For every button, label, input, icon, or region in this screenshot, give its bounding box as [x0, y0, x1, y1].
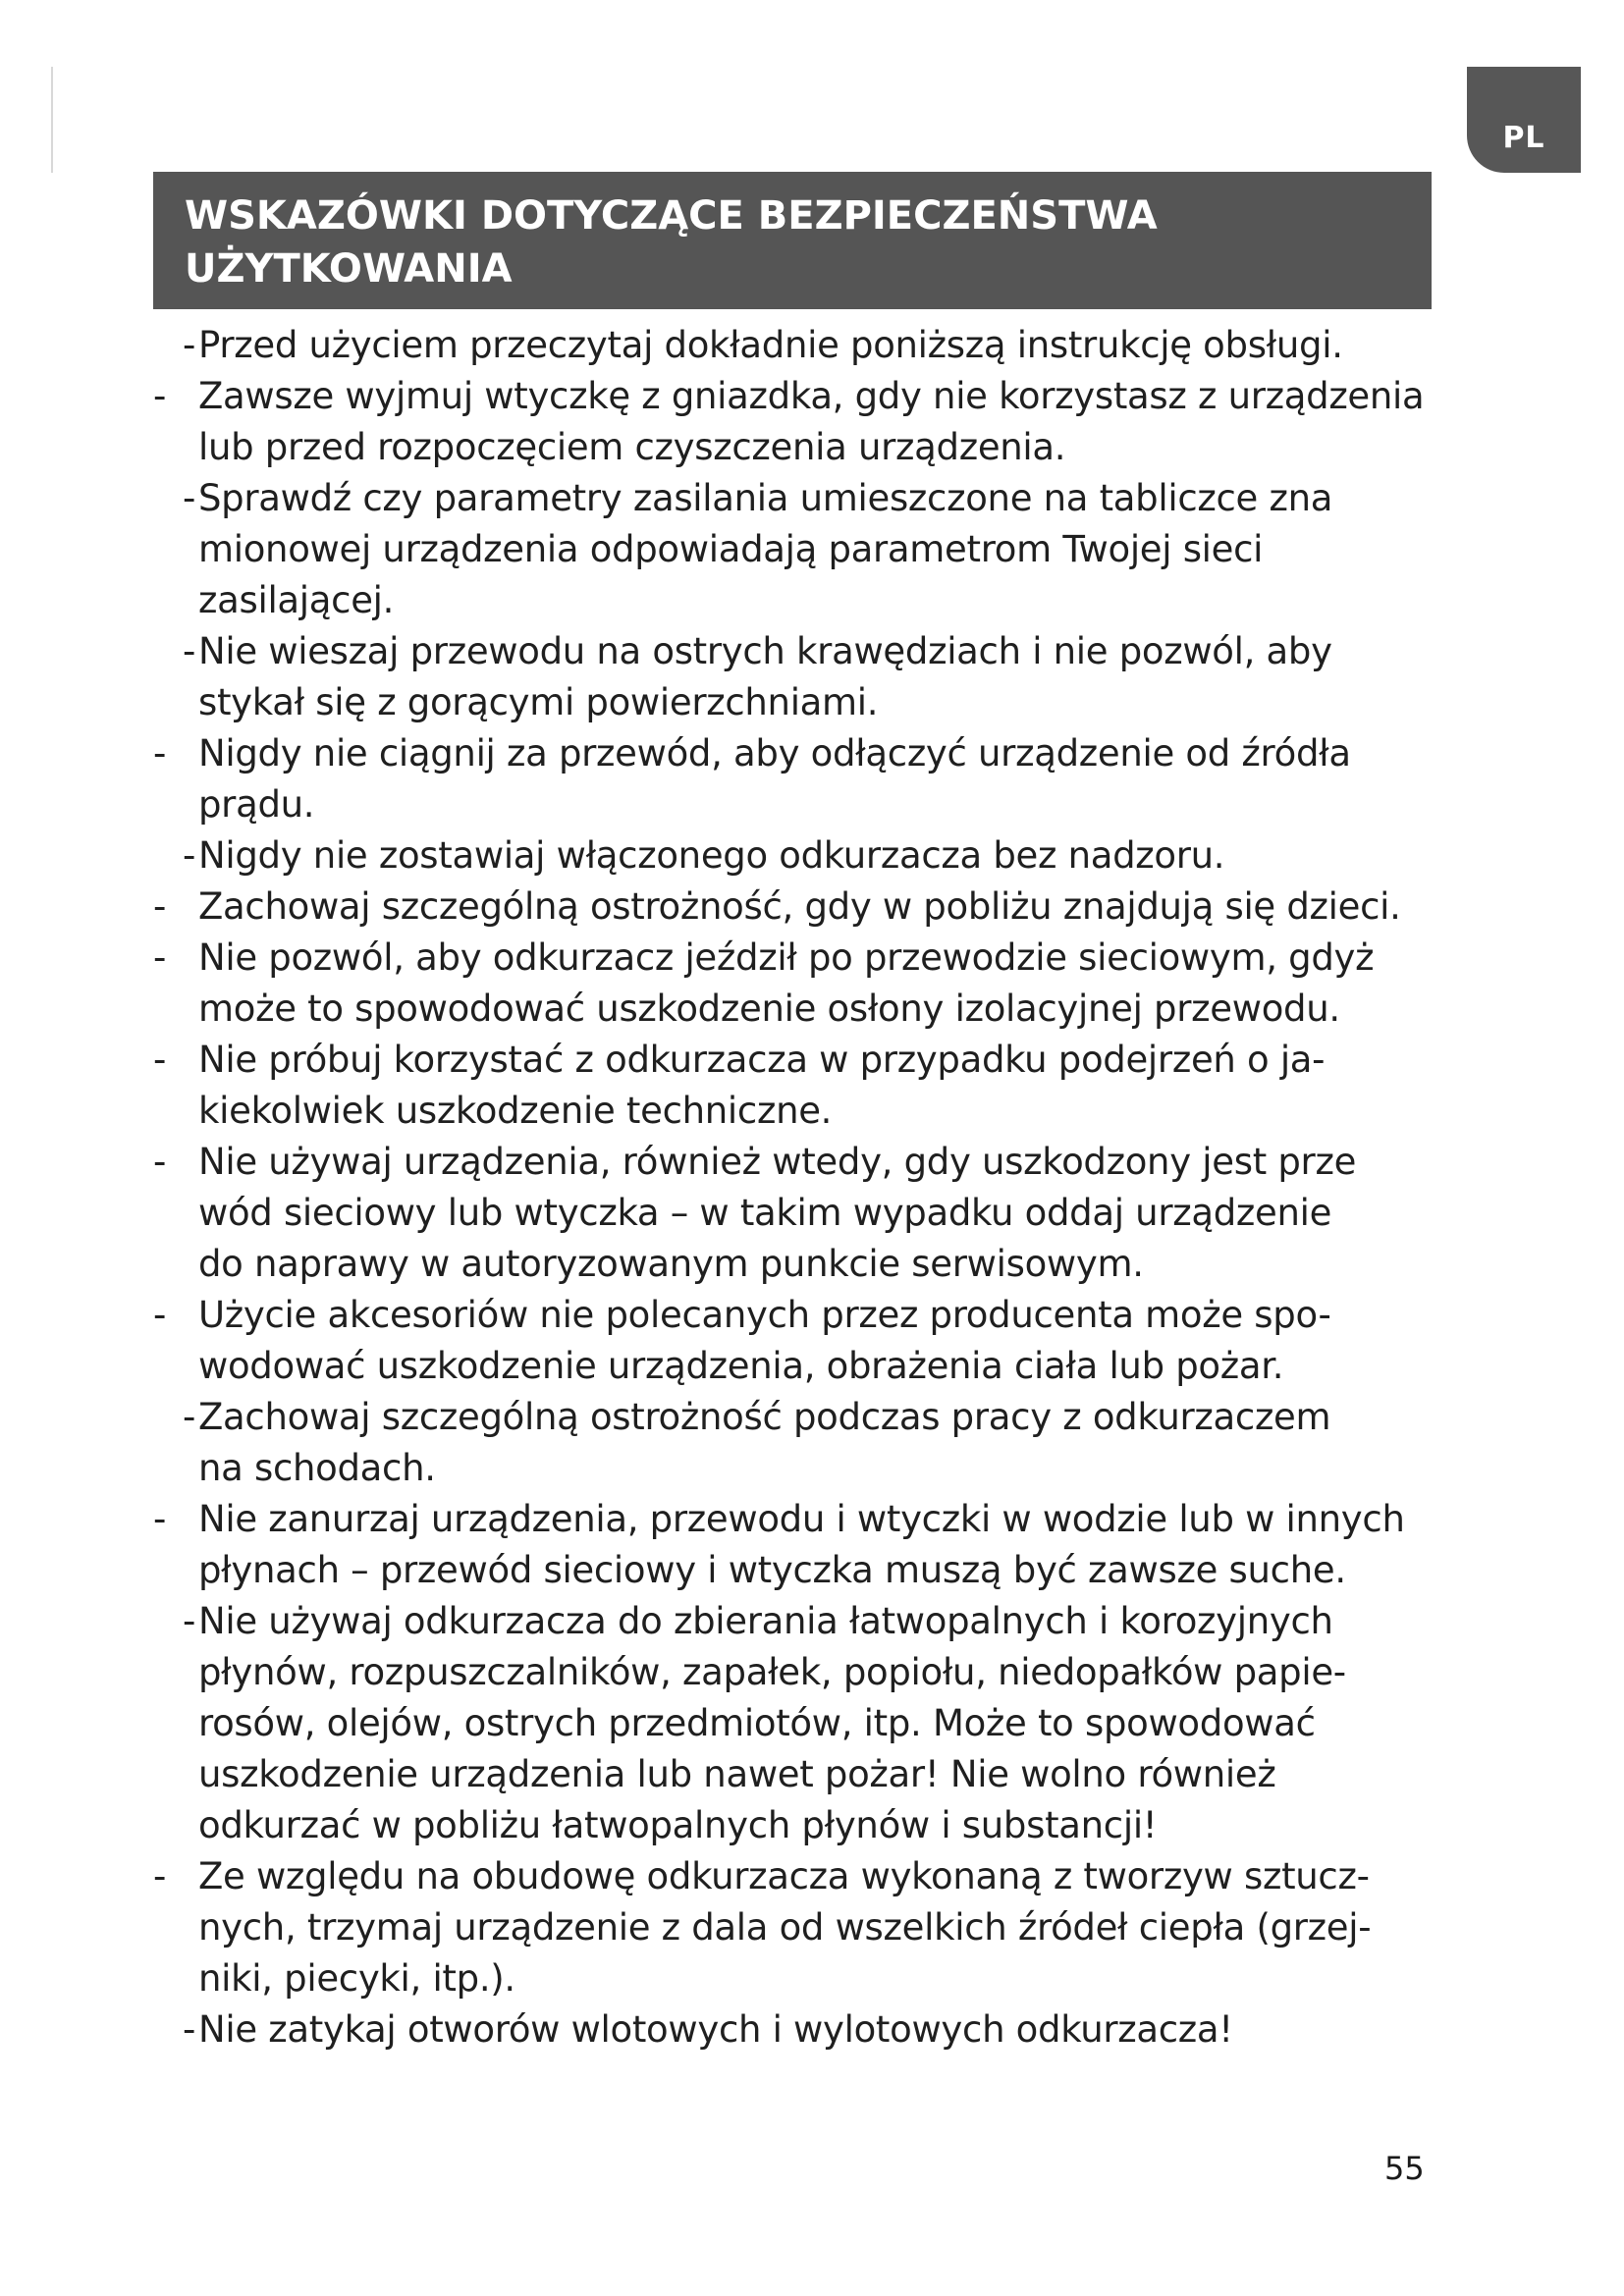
list-item-line: Nie próbuj korzystać z odkurzacza w przypadku podejrzeń o ja- — [198, 1039, 1326, 1081]
list-item-line: Zachowaj szczególną ostrożność podczas pracy z odkurzaczem — [198, 1396, 1331, 1438]
bullet-dash: - — [153, 1039, 167, 1081]
page-number: 55 — [1384, 2150, 1425, 2187]
list-item-line: nych, trzymaj urządzenie z dala od wszelkich źródeł ciepła (grzej- — [198, 1906, 1372, 1949]
margin-rule — [51, 67, 53, 173]
list-item-line: zasilającej. — [198, 579, 395, 621]
list-item-line: Nie wieszaj przewodu na ostrych krawędziach i nie pozwól, aby — [198, 630, 1332, 672]
bullet-dash: - — [183, 1396, 196, 1438]
language-tab — [1467, 67, 1581, 173]
list-item-line: Nie używaj urządzenia, również wtedy, gdy uszkodzony jest prze — [198, 1141, 1357, 1183]
list-item-line: na schodach. — [198, 1447, 436, 1489]
list-item-line: do naprawy w autoryzowanym punkcie serwisowym. — [198, 1243, 1144, 1285]
list-item — [153, 1290, 1479, 1392]
bullet-dash: - — [183, 834, 196, 877]
list-item — [153, 830, 1479, 881]
list-item-line: Sprawdź czy parametry zasilania umieszczone na tabliczce zna — [198, 477, 1333, 519]
list-item — [153, 1494, 1479, 1596]
list-item — [153, 1851, 1479, 2004]
list-item-line: wód sieciowy lub wtyczka – w takim wypadku oddaj urządzenie — [198, 1192, 1332, 1234]
list-item — [153, 933, 1479, 1035]
list-item-line: płynów, rozpuszczalników, zapałek, popiołu, niedopałków papie- — [198, 1651, 1346, 1693]
bullet-dash: - — [153, 936, 167, 979]
list-item — [153, 473, 1479, 626]
list-item-line: Nie zanurzaj urządzenia, przewodu i wtyczki w wodzie lub w innych — [198, 1498, 1405, 1540]
bullet-dash: - — [183, 1600, 196, 1642]
list-item-line: Użycie akcesoriów nie polecanych przez producenta może spo- — [198, 1294, 1331, 1336]
bullet-dash: - — [183, 630, 196, 672]
list-item-line: może to spowodować uszkodzenie osłony izolacyjnej przewodu. — [198, 988, 1340, 1030]
list-item — [153, 2004, 1479, 2056]
list-item-line: uszkodzenie urządzenia lub nawet pożar! Nie wolno również — [198, 1753, 1276, 1795]
language-tab-label: PL — [1502, 120, 1545, 155]
list-item — [153, 1035, 1479, 1137]
section-heading-line-2: UŻYTKOWANIA — [185, 246, 513, 292]
list-item-line: wodować uszkodzenie urządzenia, obrażenia ciała lub pożar. — [198, 1345, 1284, 1387]
list-item — [153, 1392, 1479, 1494]
list-item — [153, 728, 1479, 830]
list-item-line: Zachowaj szczególną ostrożność, gdy w pobliżu znajdują się dzieci. — [198, 885, 1401, 928]
list-item — [153, 626, 1479, 728]
section-heading-line-1: WSKAZÓWKI DOTYCZĄCE BEZPIECZEŃSTWA — [185, 193, 1158, 239]
list-item-line: prądu. — [198, 783, 315, 826]
list-item-line: kiekolwiek uszkodzenie techniczne. — [198, 1090, 833, 1132]
list-item-line: Nie pozwól, aby odkurzacz jeździł po przewodzie sieciowym, gdyż — [198, 936, 1375, 979]
list-item-line: rosów, olejów, ostrych przedmiotów, itp. Może to spowodować — [198, 1702, 1316, 1744]
list-item-line: Przed użyciem przeczytaj dokładnie poniższą instrukcję obsługi. — [198, 324, 1343, 366]
bullet-dash: - — [153, 1294, 167, 1336]
bullet-dash: - — [183, 324, 196, 366]
list-item — [153, 1596, 1479, 1851]
bullet-dash: - — [183, 477, 196, 519]
list-item-line: mionowej urządzenia odpowiadają parametrom Twojej sieci — [198, 528, 1264, 570]
list-item — [153, 371, 1479, 473]
list-item-line: Nie używaj odkurzacza do zbierania łatwopalnych i korozyjnych — [198, 1600, 1333, 1642]
list-item-line: Zawsze wyjmuj wtyczkę z gniazdka, gdy nie korzystasz z urządzenia — [198, 375, 1425, 417]
bullet-dash: - — [153, 1855, 167, 1897]
list-item-line: Nigdy nie zostawiaj włączonego odkurzacza bez nadzoru. — [198, 834, 1225, 877]
list-item-line: płynach – przewód sieciowy i wtyczka muszą być zawsze suche. — [198, 1549, 1346, 1591]
list-item-line: Nigdy nie ciągnij za przewód, aby odłączyć urządzenie od źródła — [198, 732, 1351, 774]
list-item — [153, 1137, 1479, 1290]
list-item-line: odkurzać w pobliżu łatwopalnych płynów i substancji! — [198, 1804, 1158, 1846]
list-item-line: lub przed rozpoczęciem czyszczenia urządzenia. — [198, 426, 1066, 468]
bullet-dash: - — [153, 885, 167, 928]
bullet-dash: - — [153, 375, 167, 417]
bullet-dash: - — [153, 1141, 167, 1183]
list-item — [153, 881, 1479, 933]
list-item-line: Nie zatykaj otworów wlotowych i wylotowych odkurzacza! — [198, 2008, 1233, 2051]
safety-instructions-list — [153, 320, 1479, 2056]
bullet-dash: - — [153, 732, 167, 774]
bullet-dash: - — [183, 2008, 196, 2051]
section-heading — [153, 172, 1432, 309]
list-item-line: niki, piecyki, itp.). — [198, 1957, 515, 2000]
list-item — [153, 320, 1479, 371]
list-item-line: stykał się z gorącymi powierzchniami. — [198, 681, 879, 723]
bullet-dash: - — [153, 1498, 167, 1540]
list-item-line: Ze względu na obudowę odkurzacza wykonaną z tworzyw sztucz- — [198, 1855, 1370, 1897]
